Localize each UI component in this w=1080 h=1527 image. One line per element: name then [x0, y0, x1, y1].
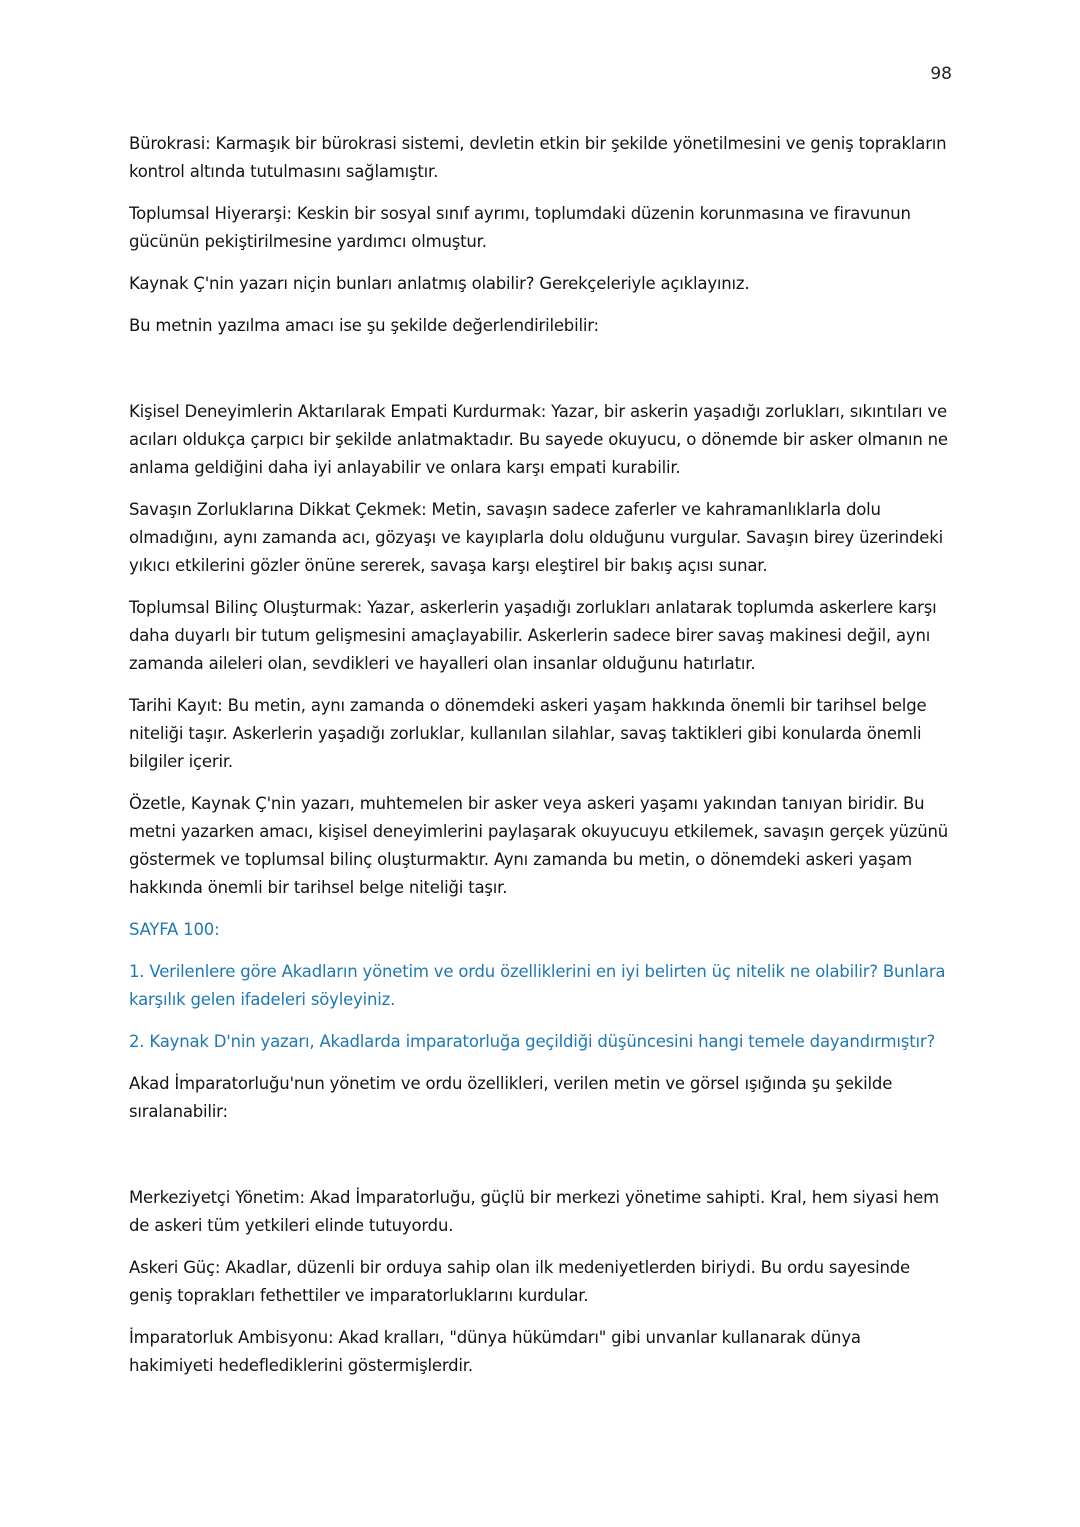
- paragraph-imparatorluk-ambisyonu: İmparatorluk Ambisyonu: Akad kralları, "dünya hükümdarı" gibi unvanlar kullanarak dünya hakimiyeti hedeflediklerini göstermişlerdir.: [129, 1328, 861, 1375]
- paragraph-ozetle: Özetle, Kaynak Ç'nin yazarı, muhtemelen bir asker veya askeri yaşamı yakından tanıyan biridir. Bu metni yazarken amacı, kişisel deneyimlerini paylaşarak okuyucuyu etkilemek, savaşın gerçek yüzünü göstermek ve toplumsal bilinç oluşturmaktır. Aynı zamanda bu metin, o dönemdeki askeri yaşam hakkında önemli bir tarihsel belge niteliği taşır.: [129, 794, 949, 897]
- paragraph-yazilma-amaci: Bu metnin yazılma amacı ise şu şekilde değerlendirilebilir:: [129, 316, 599, 335]
- section-heading: SAYFA 100:: [129, 920, 220, 939]
- page-number: 98: [930, 64, 952, 84]
- paragraph-burokrasi: Bürokrasi: Karmaşık bir bürokrasi sistemi, devletin etkin bir şekilde yönetilmesini ve geniş toprakların kontrol altında tutulmasını sağlamıştır.: [129, 134, 947, 181]
- paragraph-tarihi-kayit: Tarihi Kayıt: Bu metin, aynı zamanda o dönemdeki askeri yaşam hakkında önemli bir tarihsel belge niteliği taşır. Askerlerin yaşadığı zorluklar, kullanılan silahlar, savaş taktikleri gibi konularda önemli bilgiler içerir.: [129, 696, 927, 771]
- question-2: 2. Kaynak D'nin yazarı, Akadlarda imparatorluğa geçildiği düşüncesini hangi temele dayandırmıştır?: [129, 1032, 935, 1051]
- paragraph-toplumsal-hiyerarsi: Toplumsal Hiyerarşi: Keskin bir sosyal sınıf ayrımı, toplumdaki düzenin korunmasına ve firavunun gücünün pekiştirilmesine yardımcı olmuştur.: [129, 204, 911, 251]
- paragraph-askeri-guc: Askeri Güç: Akadlar, düzenli bir orduya sahip olan ilk medeniyetlerden biriydi. Bu ordu sayesinde geniş toprakları fethettiler ve imparatorluklarını kurdular.: [129, 1258, 910, 1305]
- spacer: [129, 354, 949, 398]
- question-kaynak-c: Kaynak Ç'nin yazarı niçin bunları anlatmış olabilir? Gerekçeleriyle açıklayınız.: [129, 274, 750, 293]
- question-1: 1. Verilenlere göre Akadların yönetim ve ordu özelliklerini en iyi belirten üç nitelik ne olabilir? Bunlara karşılık gelen ifadeleri söyleyiniz.: [129, 962, 946, 1009]
- spacer: [129, 1140, 949, 1184]
- paragraph-merkeziyetci: Merkeziyetçi Yönetim: Akad İmparatorluğu, güçlü bir merkezi yönetime sahipti. Kral, hem siyasi hem de askeri tüm yetkileri elinde tutuyordu.: [129, 1188, 939, 1235]
- paragraph-akad-intro: Akad İmparatorluğu'nun yönetim ve ordu özellikleri, verilen metin ve görsel ışığında şu şekilde sıralanabilir:: [129, 1074, 893, 1121]
- paragraph-toplumsal-bilinc: Toplumsal Bilinç Oluşturmak: Yazar, askerlerin yaşadığı zorlukları anlatarak toplumda askerlere karşı daha duyarlı bir tutum gelişmesini amaçlayabilir. Askerlerin sadece birer savaş makinesi değil, aynı zamanda aileleri olan, sevdikleri ve hayalleri olan insanlar olduğunu hatırlatır.: [129, 598, 937, 673]
- paragraph-empati: Kişisel Deneyimlerin Aktarılarak Empati Kurdurmak: Yazar, bir askerin yaşadığı zorlukları, sıkıntıları ve acıları oldukça çarpıcı bir şekilde anlatmaktadır. Bu sayede okuyucu, o dönemde bir asker olmanın ne anlama geldiğini daha iyi anlayabilir ve onlara karşı empati kurabilir.: [129, 402, 948, 477]
- document-body: [129, 130, 949, 1394]
- paragraph-savasin-zorluklari: Savaşın Zorluklarına Dikkat Çekmek: Metin, savaşın sadece zaferler ve kahramanlıklarla dolu olmadığını, aynı zamanda acı, gözyaşı ve kayıplarla dolu olduğunu vurgular. Savaşın birey üzerindeki yıkıcı etkilerini gözler önüne sererek, savaşa karşı eleştirel bir bakış açısı sunar.: [129, 500, 943, 575]
